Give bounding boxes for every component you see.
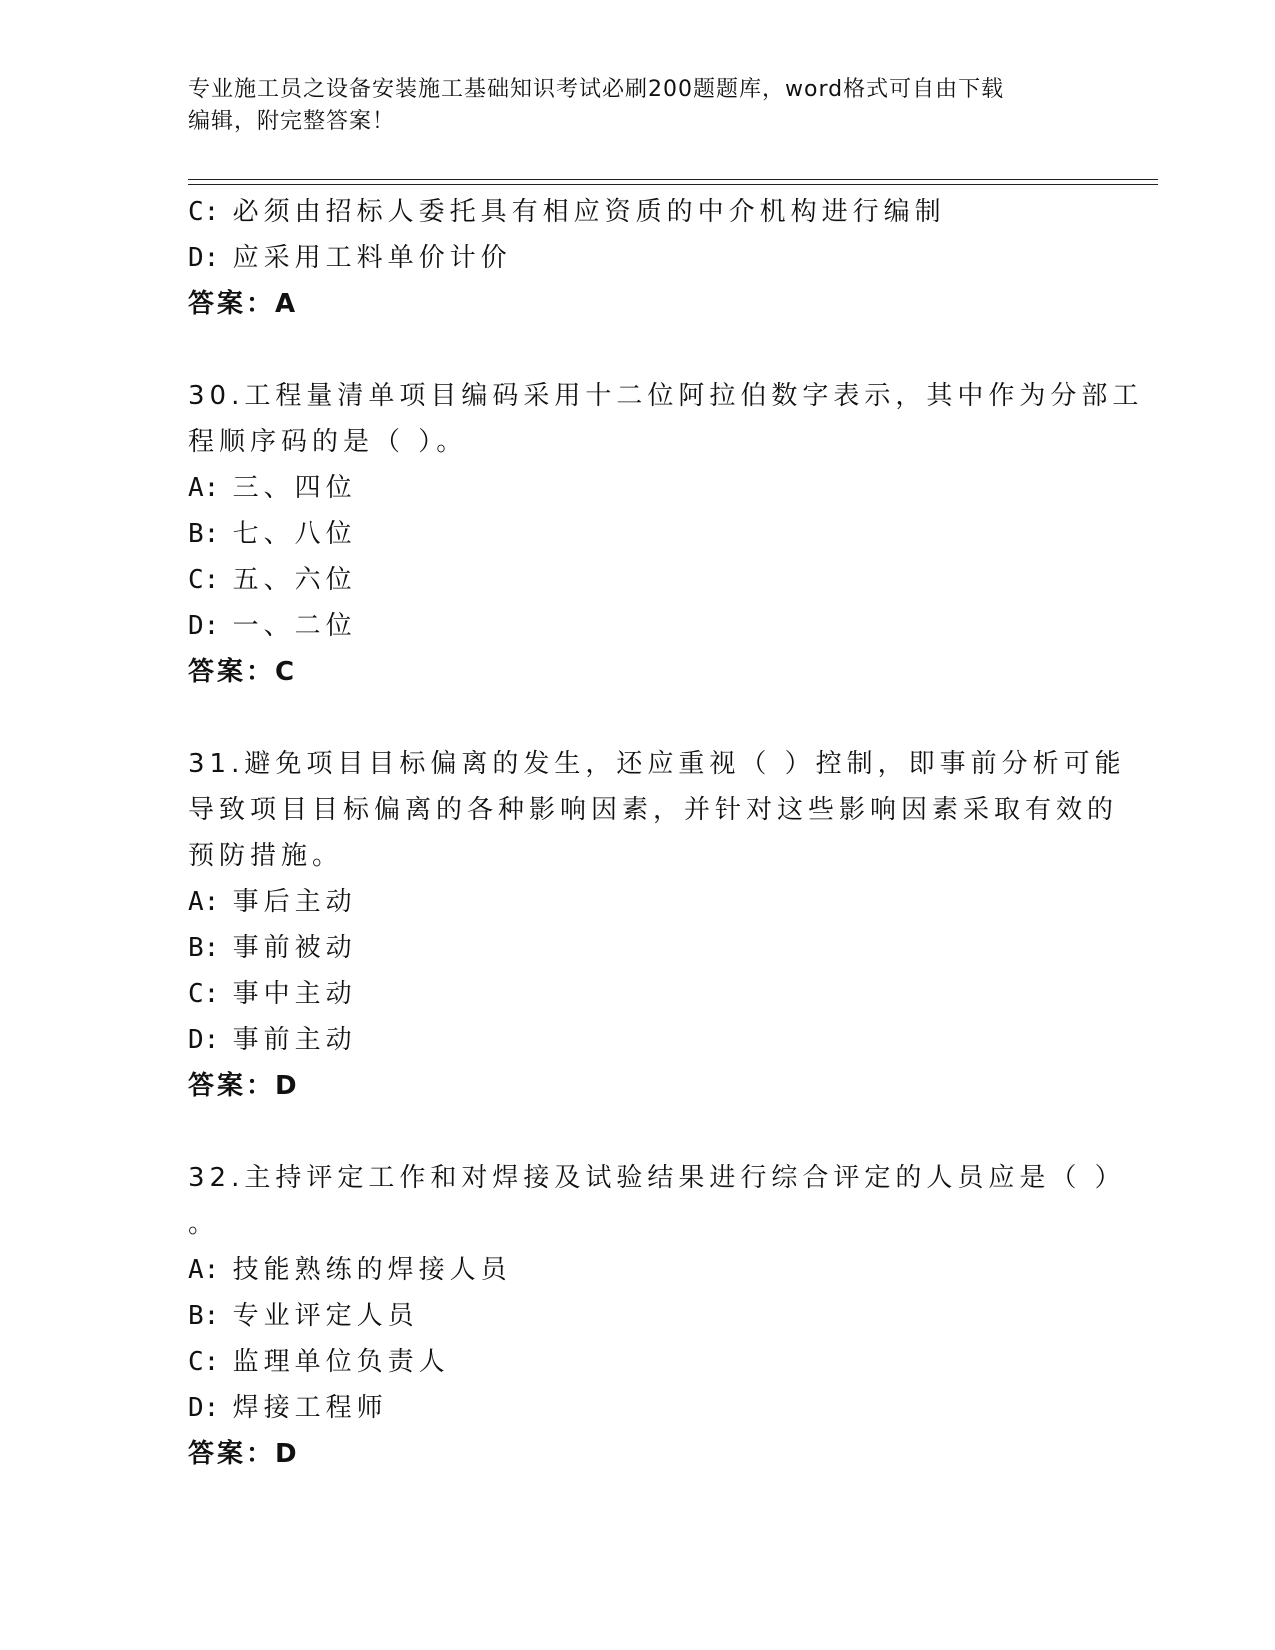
header-line-1: 专业施工员之设备安装施工基础知识考试必刷200题题库，word格式可自由下载 (188, 77, 1005, 102)
option-d: D: 应采用工料单价计价 (188, 243, 512, 273)
option-c: C: 必须由招标人委托具有相应资质的中介机构进行编制 (188, 197, 946, 227)
option-c: C: 监理单位负责人 (188, 1347, 450, 1377)
option-c: C: 五、六位 (188, 565, 357, 595)
question-stem-line: 30.工程量清单项目编码采用十二位阿拉伯数字表示，其中作为分部工 (188, 381, 1144, 411)
option-c: C: 事中主动 (188, 979, 357, 1009)
header-divider-bottom (188, 184, 1158, 185)
question-30 (188, 373, 1144, 695)
question-stem-line: 31.避免项目目标偏离的发生，还应重视（ ）控制，即事前分析可能 (188, 749, 1126, 779)
option-a: A: 事后主动 (188, 887, 357, 917)
answer: 答案：A (188, 289, 299, 319)
header-divider-top (188, 179, 1158, 180)
answer: 答案：D (188, 1071, 300, 1101)
option-b: B: 专业评定人员 (188, 1301, 419, 1331)
question-stem-line: 程顺序码的是（ ）。 (188, 427, 468, 457)
option-d: D: 焊接工程师 (188, 1393, 388, 1423)
question-32 (188, 1155, 1126, 1477)
option-d: D: 事前主动 (188, 1025, 357, 1055)
document-header (188, 74, 1088, 138)
option-b: B: 事前被动 (188, 933, 357, 963)
question-stem-line: 预防措施。 (188, 841, 344, 871)
question-stem-line: 32.主持评定工作和对焊接及试验结果进行综合评定的人员应是（ ） (188, 1163, 1126, 1193)
question-29-tail (188, 189, 1088, 327)
option-a: A: 三、四位 (188, 473, 357, 503)
option-d: D: 一、二位 (188, 611, 357, 641)
question-stem-line: 。 (188, 1209, 220, 1239)
header-line-2: 编辑，附完整答案！ (188, 109, 396, 134)
option-b: B: 七、八位 (188, 519, 357, 549)
answer: 答案：C (188, 657, 298, 687)
question-list (188, 189, 1144, 1477)
question-31 (188, 741, 1126, 1109)
answer: 答案：D (188, 1439, 300, 1469)
question-stem-line: 导致项目目标偏离的各种影响因素，并针对这些影响因素采取有效的 (188, 795, 1119, 825)
option-a: A: 技能熟练的焊接人员 (188, 1255, 512, 1285)
